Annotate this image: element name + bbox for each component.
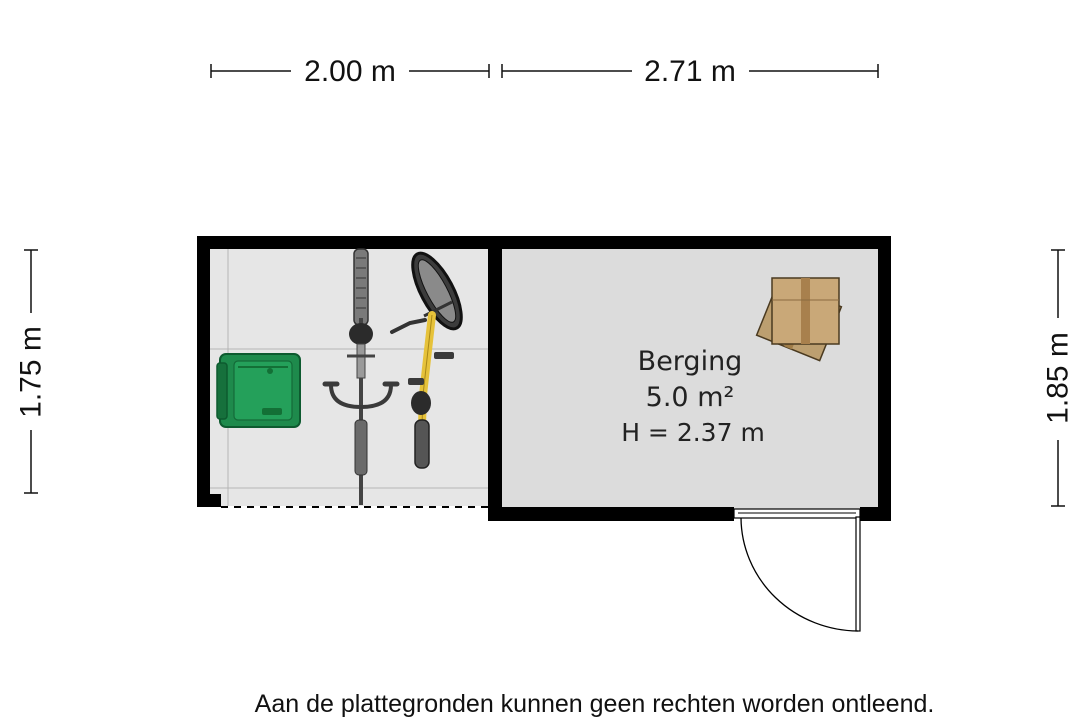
dimension-label-left: 1.75 m	[14, 326, 48, 418]
room-name: Berging	[637, 346, 743, 377]
room-area: 5.0 m²	[645, 382, 735, 413]
dimension-top-right	[502, 55, 878, 88]
dimension-left	[15, 250, 48, 493]
dimension-label-top-left: 2.00 m	[304, 55, 396, 88]
wheelie-bin	[217, 354, 300, 427]
dimension-right	[1042, 250, 1075, 506]
disclaimer-text: Aan de plattegronden kunnen geen rechten worden ontleend.	[254, 690, 935, 718]
room-height: H = 2.37 m	[621, 418, 765, 447]
dimension-label-top-right: 2.71 m	[644, 55, 736, 88]
dimension-top-left	[211, 55, 489, 88]
dimension-label-right: 1.85 m	[1041, 332, 1075, 424]
door	[734, 509, 860, 631]
